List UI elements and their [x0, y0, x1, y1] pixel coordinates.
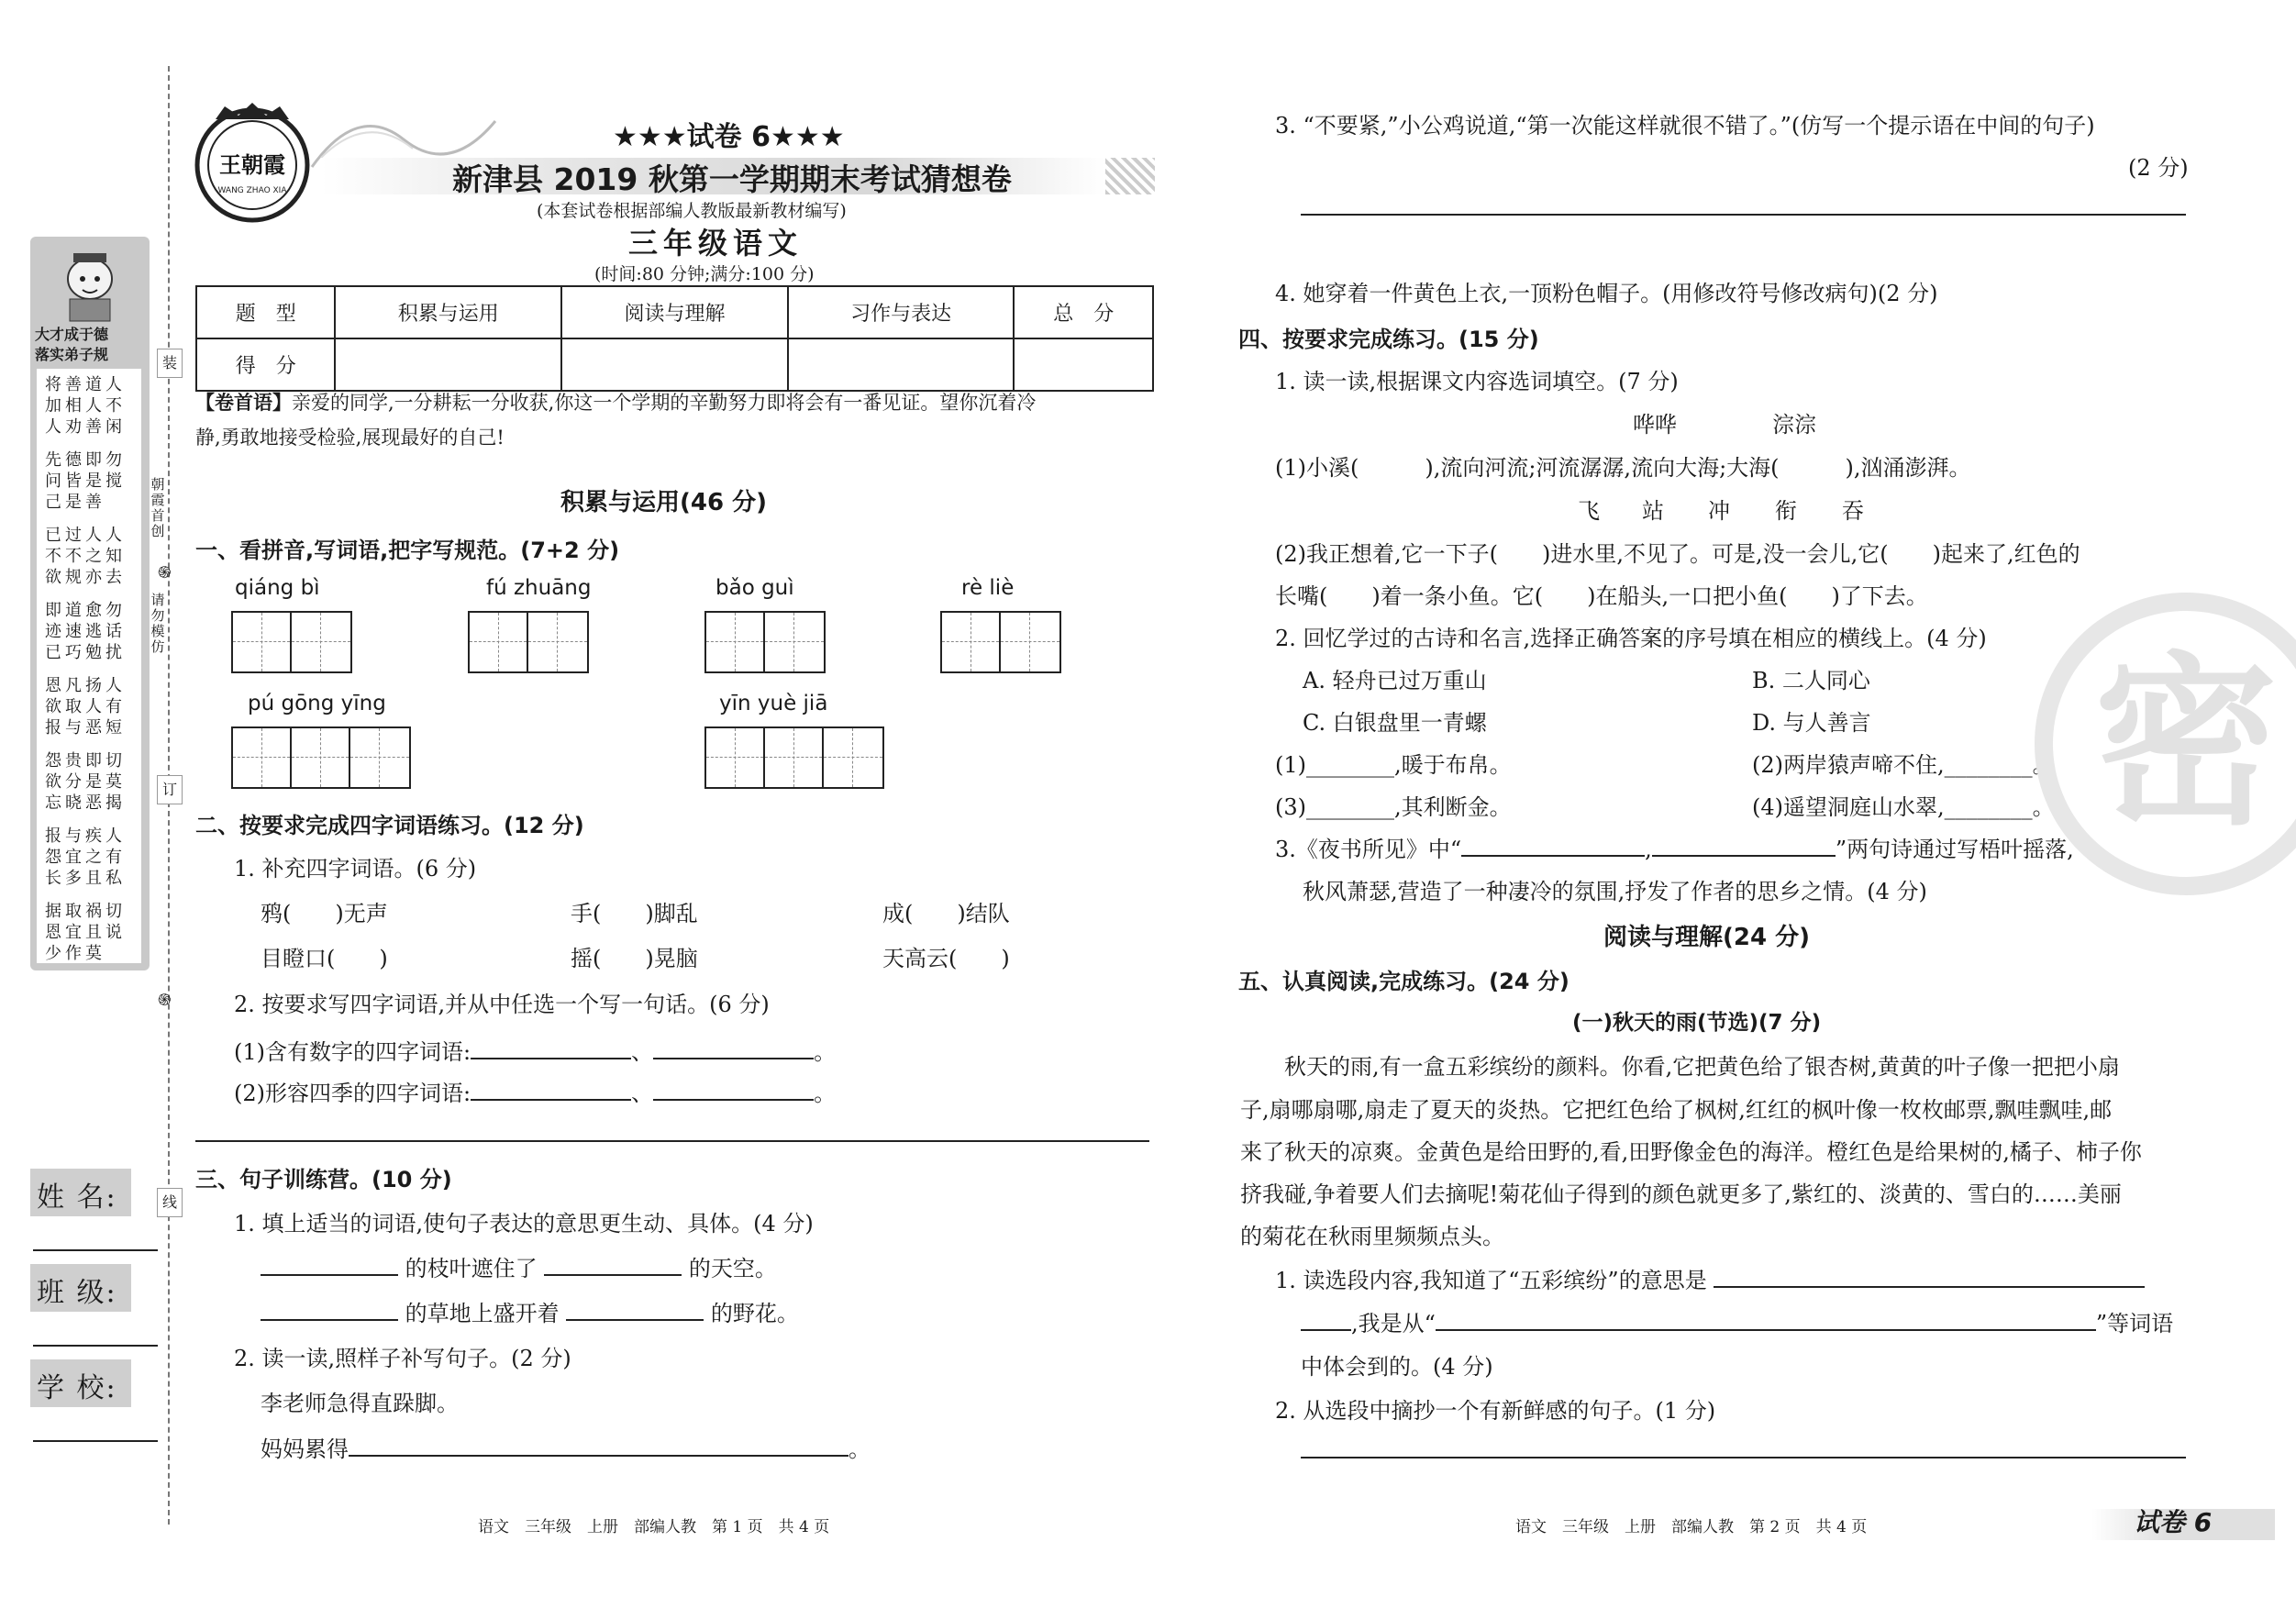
title-band-pattern — [1105, 158, 1155, 194]
passage-line-3: 来了秋天的凉爽。金黄色是给田野的,看,田野像金色的海洋。橙红色是给果树的,橘子、柿子你 — [1240, 1139, 2142, 1165]
score-header-accumulation: 积累与运用 — [335, 286, 561, 338]
pinyin-1: qiáng bì — [235, 576, 320, 600]
q4-3-line-2: 秋风萧瑟,营造了一种凄冷的氛围,抒发了作者的思乡之情。(4 分) — [1303, 879, 1927, 904]
answer-blank[interactable] — [1714, 1264, 2145, 1288]
fill-1[interactable]: (1)________,暖于布帛。 — [1275, 752, 1512, 778]
motto-column: 将加人 — [45, 375, 61, 437]
idiom-5: 摇( )晃脑 — [571, 946, 698, 971]
score-cell[interactable] — [1014, 338, 1153, 391]
q4-1-text: 1. 读一读,根据课文内容选词填空。(7 分) — [1275, 369, 1679, 394]
edition-note: (本套试卷根据部编人教版最新教材编写) — [537, 201, 847, 221]
option-b: B. 二人同心 — [1752, 668, 1870, 693]
motto-column: 怨欲忘 — [45, 751, 61, 813]
svg-text:王朝霞: 王朝霞 — [219, 151, 285, 178]
answer-blank[interactable] — [1301, 1307, 1351, 1331]
name-label: 姓 名: — [37, 1181, 117, 1214]
idiom-6: 天高云( ) — [882, 946, 1010, 971]
motto-column: 恩欲报 — [45, 676, 61, 738]
r2-text: 2. 从选段中摘抄一个有新鲜感的句子。(1 分) — [1275, 1398, 1716, 1424]
school-label: 学 校: — [37, 1372, 117, 1404]
answer-blank[interactable] — [471, 1077, 631, 1101]
answer-blank[interactable] — [544, 1252, 682, 1276]
scroll-ornament-icon: ֍ — [158, 563, 172, 582]
sentence-answer-line[interactable] — [195, 1140, 1149, 1142]
answer-blank[interactable] — [1436, 1307, 2096, 1331]
motto-column: 祸且莫 — [85, 902, 102, 963]
option-c: C. 白银盘里一青螺 — [1303, 710, 1487, 736]
passage-line-4: 挤我碰,争着要人们去摘呢!菊花仙子得到的颜色就更多了,紫红的、淡黄的、雪白的……美丽 — [1240, 1181, 2122, 1207]
score-header-total: 总 分 — [1014, 286, 1153, 338]
motto-column: 贵分晓 — [65, 751, 82, 813]
motto-column: 愈逃勉 — [85, 601, 102, 662]
series-label: ★★★试卷 6★★★ — [613, 121, 845, 153]
score-cell[interactable] — [335, 338, 561, 391]
idiom-1: 鸦( )无声 — [261, 901, 388, 926]
q3-line-1: 的枝叶遮住了 的天空。 — [261, 1250, 777, 1282]
score-header-reading: 阅读与理解 — [561, 286, 788, 338]
seal-char-xian: 线 — [157, 1188, 183, 1217]
score-row-label: 得 分 — [196, 338, 335, 391]
answer-blank[interactable] — [261, 1297, 398, 1321]
writing-grid-4[interactable] — [940, 611, 1061, 673]
idiom-2: 手( )脚乱 — [571, 901, 698, 926]
example-sentence: 李老师急得直跺脚。 — [261, 1391, 459, 1416]
class-label: 班 级: — [37, 1277, 117, 1309]
passage-line-1: 秋天的雨,有一盒五彩缤纷的颜料。你看,它把黄色给了银杏树,黄黄的叶子像一把把小扇 — [1284, 1054, 2120, 1080]
motto-column: 勿搅 — [105, 450, 122, 491]
q3-3-score: (2 分) — [2128, 155, 2189, 181]
motto-column: 先问己 — [45, 450, 61, 512]
class-field[interactable] — [33, 1345, 158, 1347]
pinyin-3: bǎo guì — [715, 576, 794, 600]
q4-1-line-1: (1)小溪( ),流向河流;河流潺潺,流向大海;大海( ),汹涌澎湃。 — [1275, 455, 1971, 481]
score-cell[interactable] — [788, 338, 1015, 391]
motto-column: 即是恶 — [85, 751, 102, 813]
q2-number-idioms: (1)含有数字的四字词语: 、 。 — [234, 1034, 836, 1066]
motto-column: 据恩少 — [45, 902, 61, 963]
answer-blank[interactable] — [653, 1077, 814, 1101]
q4-title: 四、按要求完成练习。(15 分) — [1238, 327, 1539, 352]
pinyin-2: fú zhuāng — [486, 576, 592, 600]
writing-grid-3[interactable] — [704, 611, 826, 673]
motto-column: 报怨长 — [45, 826, 61, 888]
secret-watermark: 密 — [2035, 593, 2296, 895]
motto-column: 即迹已 — [45, 601, 61, 662]
passage-line-2: 子,扇哪扇哪,扇走了夏天的炎热。它把红色给了枫树,红红的枫叶像一枚枚邮票,飘哇飘哇,邮 — [1240, 1097, 2113, 1123]
r1-line-2: ,我是从“ ”等词语 — [1301, 1305, 2173, 1337]
motto-column: 取宜作 — [65, 902, 82, 963]
answer-blank[interactable] — [1461, 833, 1645, 857]
word-option: 衔 — [1775, 498, 1797, 524]
note-original: 朝霞首创 — [150, 476, 165, 539]
idiom-4: 目瞪口( ) — [261, 946, 388, 971]
q4-1-line-2: (2)我正想着,它一下子( )进水里,不见了。可是,没一会儿,它( )起来了,红色的 — [1275, 541, 2080, 567]
passage-title: (一)秋天的雨(节选)(7 分) — [1572, 1011, 1822, 1035]
score-header-type: 题 型 — [196, 286, 335, 338]
motto-column: 人有短 — [105, 676, 122, 738]
answer-blank[interactable] — [471, 1036, 631, 1059]
score-cell[interactable] — [561, 338, 788, 391]
score-table — [195, 285, 1154, 392]
page-footer-right: 语文 三年级 上册 部编人教 第 2 页 共 4 页 — [1515, 1518, 1868, 1536]
preface-label: 【卷首语】 — [195, 391, 292, 414]
word-option: 冲 — [1708, 498, 1730, 524]
q3-3-text: 3. “不要紧,”小公鸡说道,“第一次能这样就很不错了。”(仿写一个提示语在中间的句子) — [1275, 113, 2095, 139]
motto-column: 即是善 — [85, 450, 102, 512]
motto-column: 道速巧 — [65, 601, 82, 662]
preface-line-1: 【卷首语】亲爱的同学,一分耕耘一分收获,你这一个学期的辛勤努力即将会有一番见证。望你沉着冷 — [195, 391, 1037, 414]
pinyin-5: pú gōng yīng — [248, 692, 386, 715]
name-field[interactable] — [33, 1249, 158, 1251]
subject-title: 三年级语文 — [628, 226, 804, 261]
r1-line-1: 1. 读选段内容,我知道了“五彩缤纷”的意思是 — [1275, 1262, 2145, 1294]
writing-grid-1[interactable] — [231, 611, 352, 673]
fill-3[interactable]: (3)________,其利断金。 — [1275, 794, 1512, 820]
motto-column: 人知去 — [105, 526, 122, 587]
motto-column: 德皆是 — [65, 450, 82, 512]
answer-blank[interactable] — [261, 1252, 398, 1276]
q3-title: 三、句子训练营。(10 分) — [195, 1167, 452, 1192]
motto-column: 人有私 — [105, 826, 122, 888]
answer-blank[interactable] — [653, 1036, 814, 1059]
note-no-copy: 请勿模仿 — [150, 592, 165, 655]
writing-grid-6[interactable] — [704, 726, 884, 789]
exam-title: 新津县 2019 秋第一学期期末考试猜想卷 — [452, 161, 1012, 197]
word-option: 吞 — [1842, 498, 1864, 524]
q2-sub1: 1. 补充四字词语。(6 分) — [234, 856, 477, 882]
motto-column: 切说 — [105, 902, 122, 942]
answer-blank[interactable] — [349, 1433, 849, 1457]
section-title-reading: 阅读与理解(24 分) — [1603, 924, 1810, 951]
fill-2[interactable]: (2)两岸猿声啼不住,________。 — [1752, 752, 2055, 778]
q3-sub2: 2. 读一读,照样子补写句子。(2 分) — [234, 1346, 571, 1371]
svg-text:WANG ZHAO XIA: WANG ZHAO XIA — [217, 186, 287, 195]
page-footer-left: 语文 三年级 上册 部编人教 第 1 页 共 4 页 — [478, 1518, 830, 1536]
motto-column: 勿话扰 — [105, 601, 122, 662]
seal-char-zhuang: 装 — [157, 349, 183, 378]
writing-grid-5[interactable] — [231, 726, 411, 789]
section-title-accumulation: 积累与运用(46 分) — [560, 489, 767, 516]
passage-line-5: 的菊花在秋雨里频频点头。 — [1240, 1224, 1504, 1249]
cartoon-caption: 大才成于德 落实弟子规 — [35, 326, 109, 363]
option-d: D. 与人善言 — [1752, 710, 1871, 736]
q5-title: 五、认真阅读,完成练习。(24 分) — [1238, 969, 1569, 994]
motto-column: 切莫揭 — [105, 751, 122, 813]
pinyin-4: rè liè — [961, 576, 1015, 600]
motto-column: 凡取与 — [65, 676, 82, 738]
answer-blank[interactable] — [1652, 833, 1836, 857]
preface-line-2: 静,勇敢地接受检验,展现最好的自己! — [195, 427, 505, 449]
r1-line-3: 中体会到的。(4 分) — [1301, 1354, 1493, 1380]
q4-3-line-1: 3.《夜书所见》中“ , ”两句诗通过写梧叶摇落, — [1275, 831, 2074, 863]
q3-line-2: 的草地上盛开着 的野花。 — [261, 1295, 799, 1327]
pinyin-6: yīn yuè jiā — [719, 692, 828, 715]
answer-line[interactable] — [1301, 1457, 2186, 1458]
q3-4-text: 4. 她穿着一件黄色上衣,一顶粉色帽子。(用修改符号修改病句)(2 分) — [1275, 281, 1938, 306]
scholar-cartoon — [44, 242, 136, 325]
scroll-ornament-icon-2: ֍ — [158, 991, 172, 1010]
q1-title: 一、看拼音,写词语,把字写规范。(7+2 分) — [195, 538, 620, 563]
corner-label: 试卷 6 — [2134, 1507, 2213, 1537]
publisher-logo — [188, 99, 316, 227]
score-header-writing: 习作与表达 — [788, 286, 1015, 338]
q2-season-idioms: (2)形容四季的四字词语: 、 。 — [234, 1075, 836, 1107]
writing-grid-2[interactable] — [468, 611, 589, 673]
motto-column: 人不闲 — [105, 375, 122, 437]
q2-title: 二、按要求完成四字词语练习。(12 分) — [195, 813, 584, 838]
time-info: (时间:80 分钟;满分:100 分) — [594, 264, 815, 284]
motto-column: 疾之且 — [85, 826, 102, 888]
answer-blank[interactable] — [566, 1297, 704, 1321]
motto-column: 道人善 — [85, 375, 102, 437]
idiom-3: 成( )结队 — [882, 901, 1010, 926]
q4-1-line-3: 长嘴( )着一条小鱼。它( )在船头,一口把小鱼( )了下去。 — [1275, 583, 1928, 609]
school-field[interactable] — [33, 1440, 158, 1442]
word-option: 哗哗 — [1633, 412, 1677, 438]
imitation-line: 妈妈累得 。 — [261, 1431, 871, 1463]
fill-4[interactable]: (4)遥望洞庭山水翠,________。 — [1752, 794, 2055, 820]
motto-column: 已不欲 — [45, 526, 61, 587]
q2-sub2: 2. 按要求写四字词语,并从中任选一个写一句话。(6 分) — [234, 992, 770, 1017]
q3-sub1: 1. 填上适当的词语,使句子表达的意思更生动、具体。(4 分) — [234, 1211, 814, 1237]
seal-char-ding: 订 — [157, 775, 183, 804]
word-option: 站 — [1642, 498, 1664, 524]
q4-2-text: 2. 回忆学过的古诗和名言,选择正确答案的序号填在相应的横线上。(4 分) — [1275, 626, 1987, 651]
word-option: 淙淙 — [1772, 412, 1816, 438]
word-option: 飞 — [1578, 498, 1600, 524]
motto-column: 善相劝 — [65, 375, 82, 437]
motto-column: 人之亦 — [85, 526, 102, 587]
motto-column: 与宜多 — [65, 826, 82, 888]
answer-line[interactable] — [1301, 214, 2186, 216]
motto-column: 扬人恶 — [85, 676, 102, 738]
option-a: A. 轻舟已过万重山 — [1303, 668, 1487, 693]
motto-column: 过不规 — [65, 526, 82, 587]
